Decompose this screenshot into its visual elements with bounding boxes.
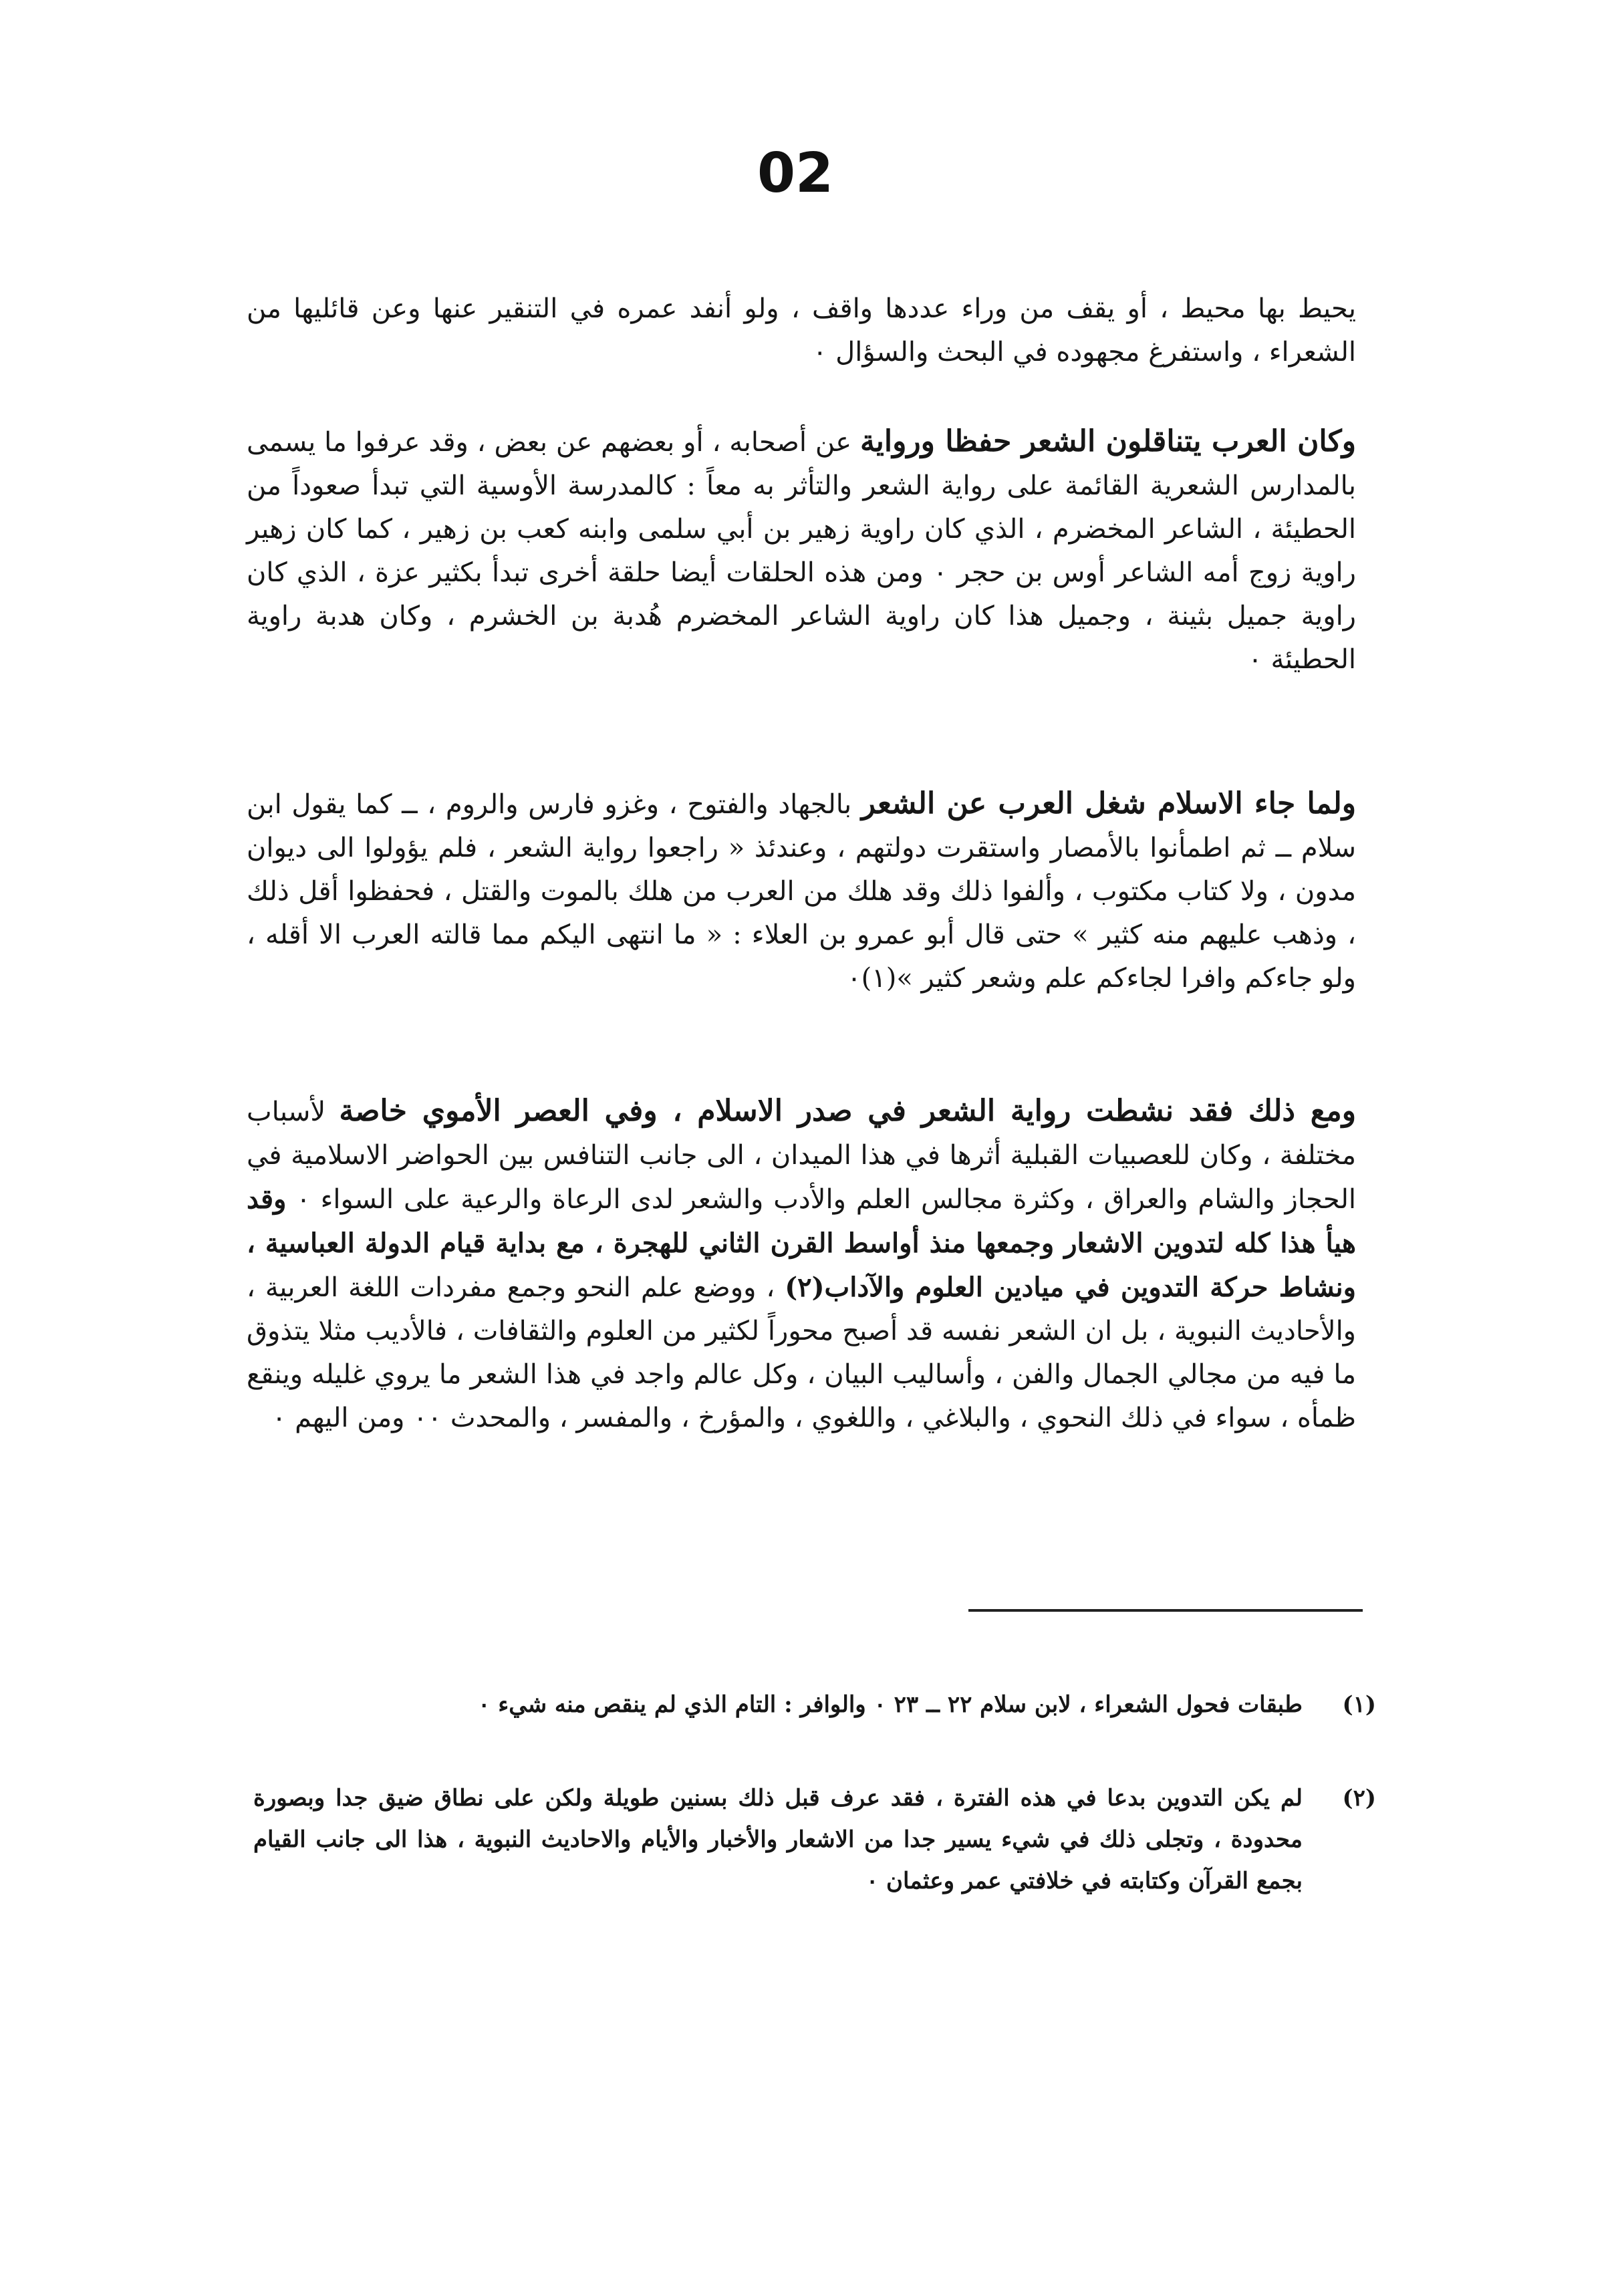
footnote-2	[253, 1777, 1376, 1902]
paragraph-2-body: عن أصحابه ، أو بعضهم عن بعض ، وقد عرفوا ما يسمى بالمدارس الشعرية القائمة على رواية الشعر والتأثر به معاً : كالمدرسة الأوسية التي تبدأ صعوداً من الحطيئة ، الشاعر المخضرم ، الذي كان راوية زهير بن أبي سلمى وابنه كعب بن زهير ، كما كان زهير راوية زوج أمه الشاعر أوس بن حجر ٠ ومن هذه الحلقات أيضا حلقة أخرى تبدأ بكثير عزة ، الذي كان راوية جميل بثينة ، وجميل هذا كان راوية الشاعر المخضرم هُدبة بن الخشرم ، وكان هدبة راوية الحطيئة ٠	[247, 427, 1356, 675]
paragraph-1	[247, 287, 1356, 374]
paragraph-3	[247, 782, 1356, 1000]
footnote-1-marker: (١)	[1342, 1691, 1376, 1718]
paragraph-3-body: بالجهاد والفتوح ، وغزو فارس والروم ، ــ كما يقول ابن سلام ــ ثم اطمأنوا بالأمصار واستقرت دولتهم ، وعندئذ « راجعوا رواية الشعر ، فلم يؤولوا الى ديوان مدون ، ولا كتاب مكتوب ، وألفوا ذلك وقد هلك من العرب من هلك بالموت والقتل ، فحفظوا أقل ذلك ، وذهب عليهم منه كثير » حتى قال أبو عمرو بن العلاء : « ما انتهى اليكم مما قالته العرب الا أقله ، ولو جاءكم وافرا لجاءكم علم وشعر كثير »(١)٠	[247, 789, 1356, 994]
paragraph-2-lead: وكان العرب يتناقلون الشعر حفظا ورواية	[860, 424, 1356, 458]
paragraph-1-body: يحيط بها محيط ، أو يقف من وراء عددها واقف ، ولو أنفد عمره في التنقير عنها وعن قائليها من الشعراء ، واستفرغ مجهوده في البحث والسؤال ٠	[247, 293, 1356, 368]
footnote-1-text: طبقات فحول الشعراء ، لابن سلام ٢٢ ــ ٢٣ ٠ والوافر : التام الذي لم ينقص منه شيء ٠	[478, 1691, 1303, 1718]
paragraph-4-body: لأسباب مختلفة ، وكان للعصبيات القبلية أثرها في هذا الميدان ، الى جانب التنافس بين الحواضر الاسلامية في الحجاز والشام والعراق ، وكثرة مجالس العلم والأدب والشعر لدى الرعاة والرعية على السواء ٠	[247, 1097, 1356, 1215]
footnote-divider	[968, 1609, 1363, 1612]
paragraph-2	[247, 420, 1356, 682]
paragraph-4-tail: ، ووضع علم النحو وجمع مفردات اللغة العربية ، والأحاديث النبوية ، بل ان الشعر نفسه قد أصبح محوراً لكثير من العلوم والثقافات ، فالأديب مثلا يتذوق ما فيه من مجالي الجمال والفن ، وأساليب البيان ، وكل عالم واجد في هذا الشعر ما يروي غليله وينقع ظمأه ، سواء في ذلك النحوي ، والبلاغي ، واللغوي ، والمؤرخ ، والمفسر ، والمحدث ٠٠ ومن اليهم ٠	[247, 1272, 1356, 1433]
paragraph-4-emphasis: وقد هيأ هذا كله لتدوين الاشعار وجمعها منذ أواسط القرن الثاني للهجرة ، مع بداية قيام الدولة العباسية ، ونشاط حركة التدوين في ميادين العلوم والآداب(٢)	[247, 1183, 1356, 1303]
footnote-2-marker: (٢)	[1342, 1785, 1376, 1812]
paragraph-3-lead: ولما جاء الاسلام شغل العرب عن الشعر	[861, 786, 1356, 821]
paragraph-4	[247, 1089, 1356, 1440]
footnote-1	[253, 1684, 1376, 1725]
paragraph-4-lead: ومع ذلك فقد نشطت رواية الشعر في صدر الاسلام ، وفي العصر الأموي خاصة	[339, 1094, 1356, 1128]
page-number: 02	[757, 142, 834, 205]
footnote-2-text: لم يكن التدوين بدعا في هذه الفترة ، فقد عرف قبل ذلك بسنين طويلة ولكن على نطاق ضيق جدا وبصورة محدودة ، وتجلى ذلك في شيء يسير جدا من الاشعار والأخبار والأيام والاحاديث النبوية ، هذا الى جانب القيام بجمع القرآن وكتابته في خلافتي عمر وعثمان ٠	[253, 1785, 1303, 1894]
